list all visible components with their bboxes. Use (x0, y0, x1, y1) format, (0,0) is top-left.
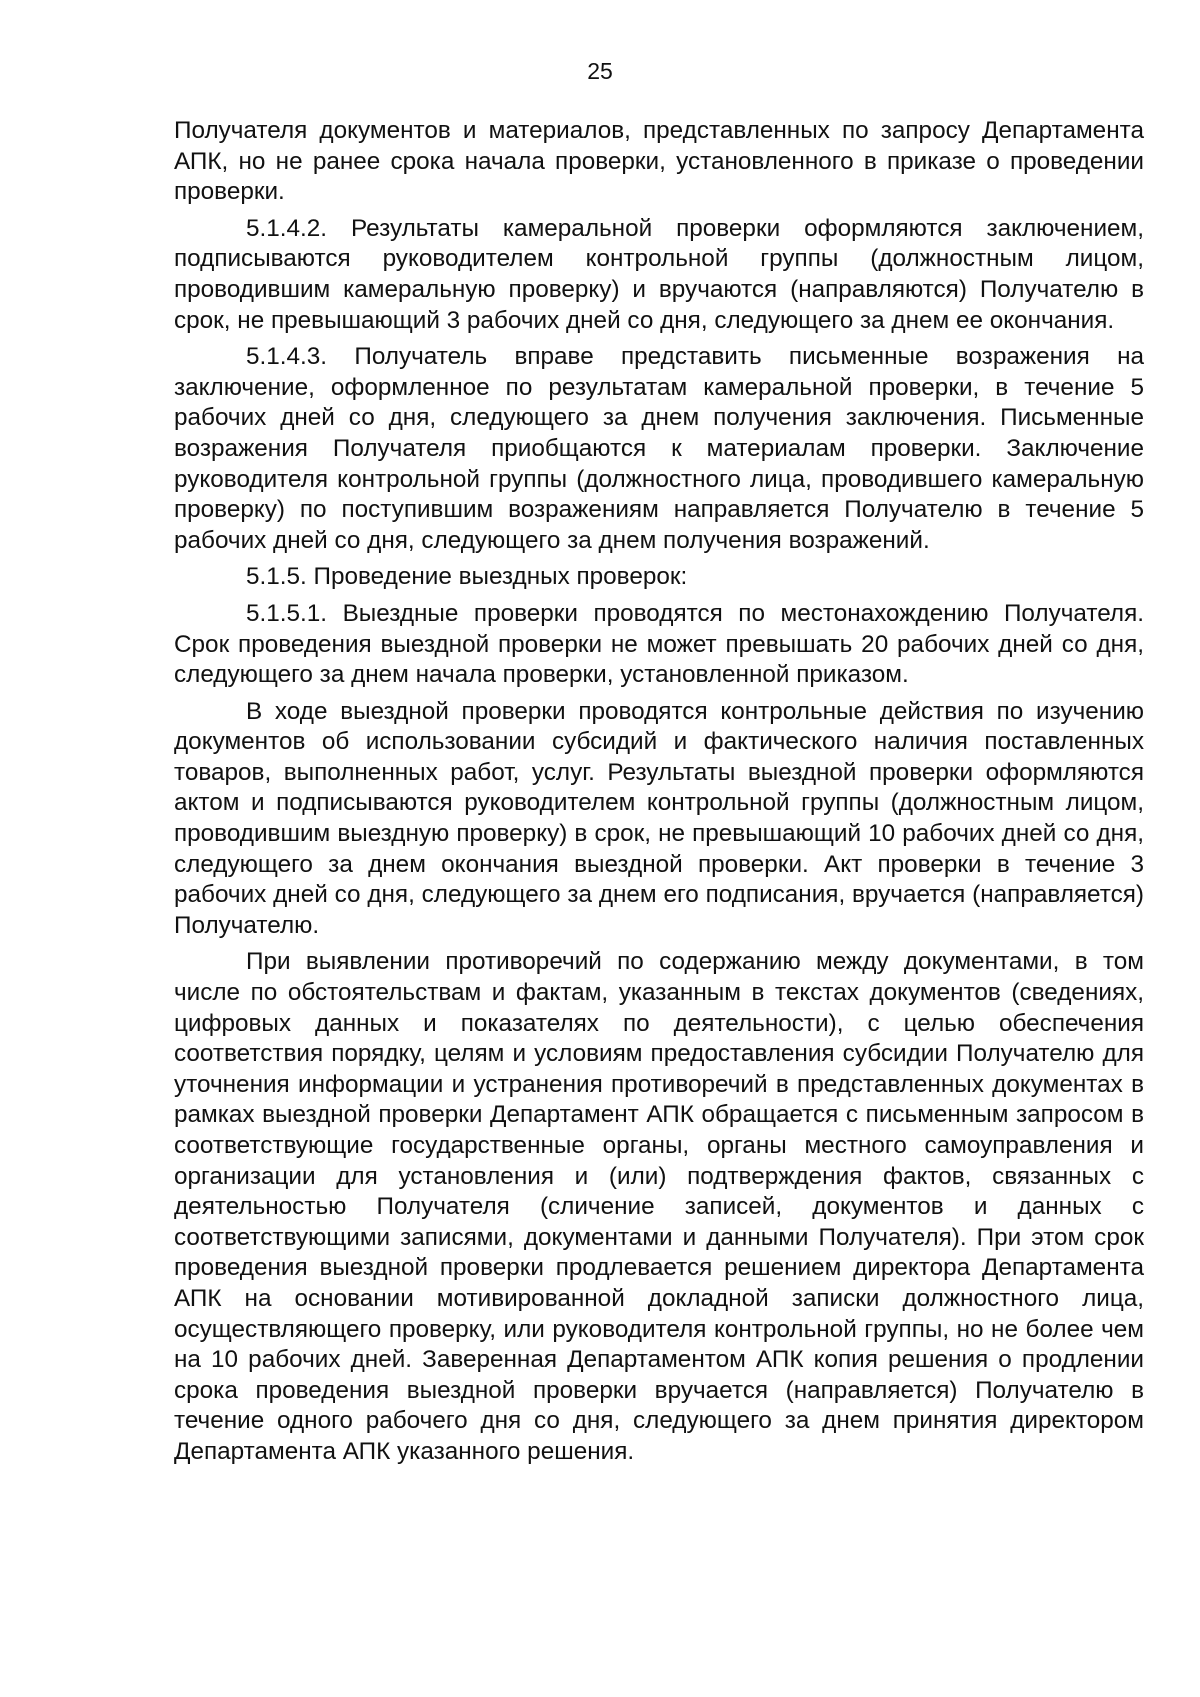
paragraph-5-1-4-3: 5.1.4.3. Получатель вправе представить письменные возражения на заключение, оформленное по результатам камеральной проверки, в течение 5 рабочих дней со дня, следующего за днем получения заключения. Письменные возражения Получателя приобщаются к материалам проверки. Заключение руководителя контрольной группы (должностного лица, проводившего камеральную проверку) по поступившим возражениям направляется Получателю в течение 5 рабочих дней со дня, следующего за днем получения возражений. (174, 343, 1144, 554)
document-body (174, 116, 1144, 1474)
paragraph-5-1-4-2: 5.1.4.2. Результаты камеральной проверки оформляются заключением, подписываются руководителем контрольной группы (должностным лицом, проводившим камеральную проверку) и вручаются (направляются) Получателю в срок, не превышающий 3 рабочих дней со дня, следующего за днем ее окончания. (174, 214, 1144, 334)
paragraph-5-1-5-1: 5.1.5.1. Выездные проверки проводятся по местонахождению Получателя. Срок проведения выездной проверки не может превышать 20 рабочих дней со дня, следующего за днем начала проверки, установленной приказом. (174, 599, 1144, 689)
paragraph-5-1-5: 5.1.5. Проведение выездных проверок: (246, 563, 688, 591)
page-number: 25 (587, 58, 613, 84)
paragraph-field-inspection-actions: В ходе выездной проверки проводятся контрольные действия по изучению документов об использовании субсидий и фактического наличия поставленных товаров, выполненных работ, услуг. Результаты выездной проверки оформляются актом и подписываются руководителем контрольной группы (должностным лицом, проводившим выездную проверку) в срок, не превышающий 10 рабочих дней со дня, следующего за днем окончания выездной проверки. Акт проверки в течение 3 рабочих дней со дня, следующего за днем его подписания, вручается (направляется) Получателю. (174, 697, 1144, 939)
paragraph-continuation: Получателя документов и материалов, представленных по запросу Департамента АПК, но не ранее срока начала проверки, установленного в приказе о проведении проверки. (174, 117, 1144, 206)
paragraph-contradictions: При выявлении противоречий по содержанию между документами, в том числе по обстоятельствам и фактам, указанным в текстах документов (сведениях, цифровых данных и показателях по деятельности), с целью обеспечения соответствия порядку, целям и условиям предоставления субсидии Получателю для уточнения информации и устранения противоречий в представленных документах в рамках выездной проверки Департамент АПК обращается с письменным запросом в соответствующие государственные органы, органы местного самоуправления и организации для установления и (или) подтверждения фактов, связанных с деятельностью Получателя (сличение записей, документов и данных с соответствующими записями, документами и данными Получателя). При этом срок проведения выездной проверки продлевается решением директора Департамента АПК на основании мотивированной докладной записки должностного лица, осуществляющего проверку, или руководителя контрольной группы, но не более чем на 10 рабочих дней. Заверенная Департаментом АПК копия решения о продлении срока проведения выездной проверки вручается (направляется) Получателю в течение одного рабочего дня со дня, следующего за днем принятия директором Департамента АПК указанного решения. (174, 948, 1144, 1465)
